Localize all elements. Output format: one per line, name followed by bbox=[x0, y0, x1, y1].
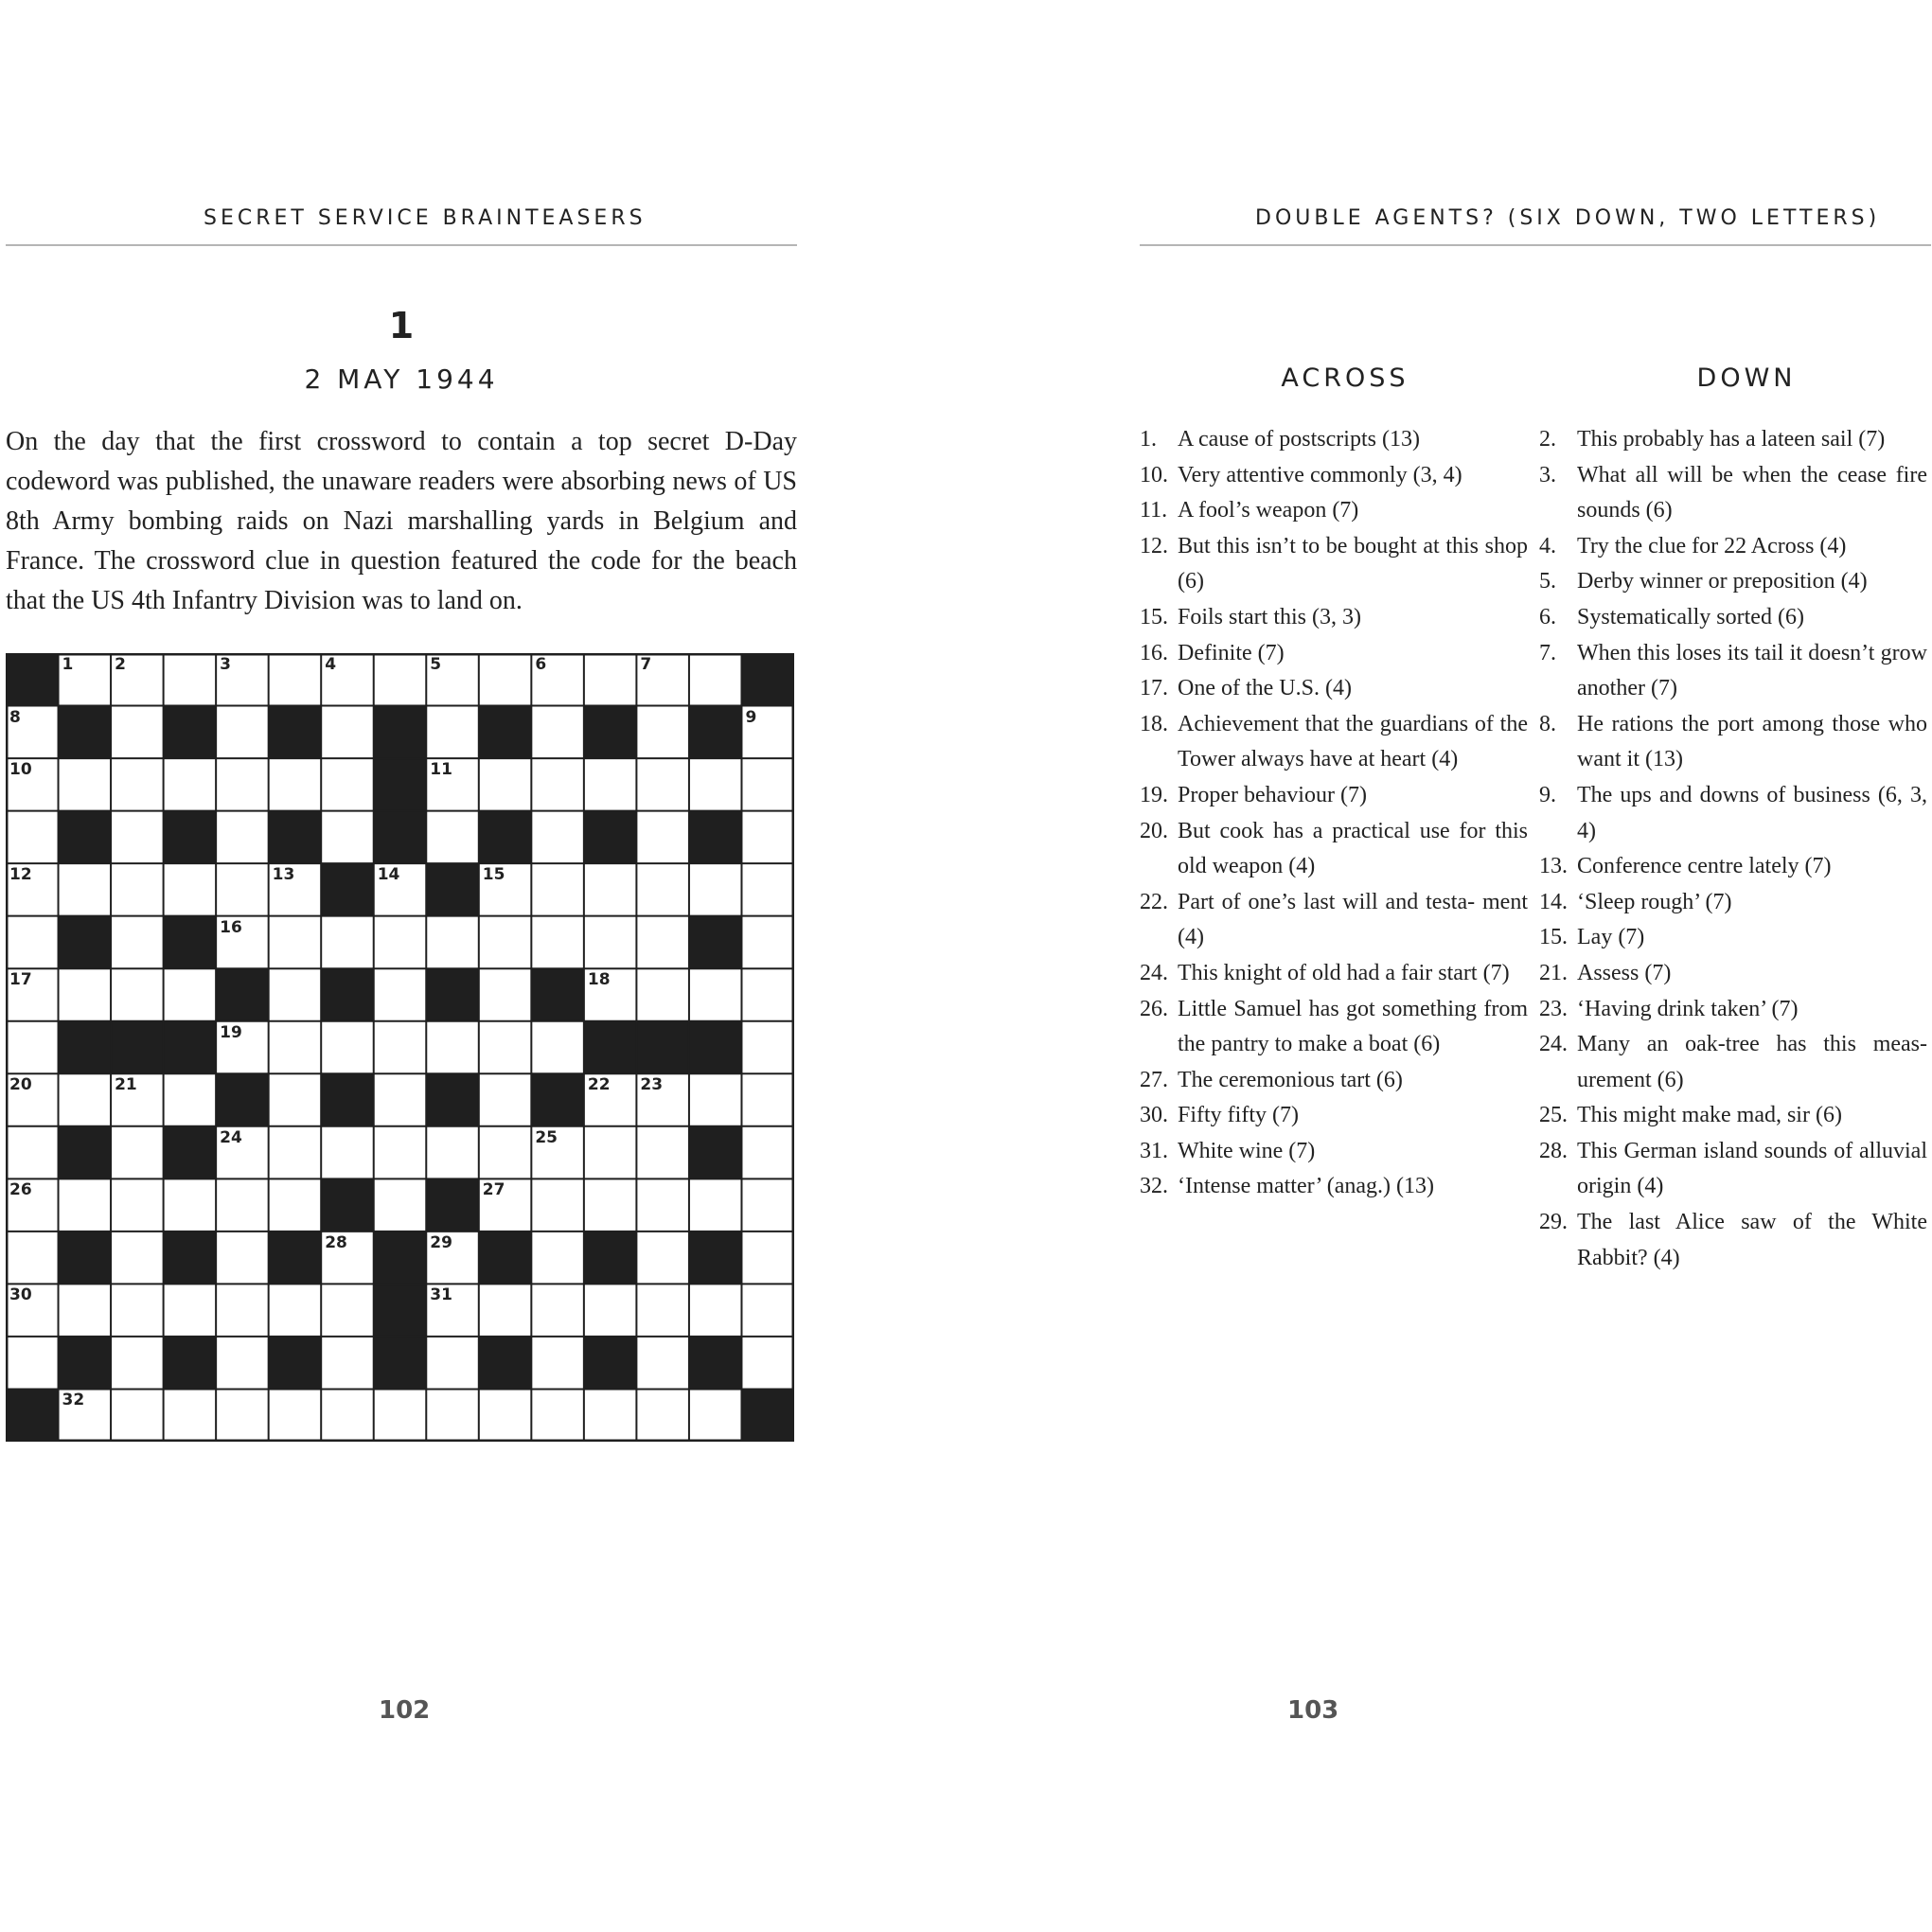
clue-number: 31 bbox=[430, 1285, 452, 1305]
clue-number-label: 5. bbox=[1539, 569, 1556, 594]
down-clue bbox=[1539, 1205, 1927, 1276]
across-clue bbox=[1140, 814, 1528, 885]
clue-number: 14 bbox=[377, 865, 400, 885]
across-clue bbox=[1140, 600, 1528, 636]
clue-text: Many an oak-tree has this meas- urement (6) bbox=[1577, 1032, 1927, 1092]
clue-number: 19 bbox=[220, 1022, 242, 1042]
across-clue bbox=[1140, 1134, 1528, 1170]
across-clue bbox=[1140, 956, 1528, 992]
clue-text: Lay (7) bbox=[1577, 925, 1645, 950]
across-clue bbox=[1140, 529, 1528, 600]
across-clue bbox=[1140, 778, 1528, 814]
across-clue bbox=[1140, 1063, 1528, 1099]
clue-number-label: 28. bbox=[1539, 1138, 1568, 1163]
down-clue bbox=[1539, 529, 1927, 565]
clue-number: 10 bbox=[9, 760, 32, 780]
across-clue bbox=[1140, 885, 1528, 956]
clue-number: 6 bbox=[535, 655, 547, 674]
clue-number-label: 22. bbox=[1140, 889, 1168, 914]
clue-text: He rations the port among those who want it (13) bbox=[1577, 711, 1927, 772]
crossword-grid bbox=[6, 653, 794, 1442]
clue-number: 1 bbox=[62, 655, 74, 674]
down-clue bbox=[1539, 600, 1927, 636]
clue-number-label: 12. bbox=[1140, 533, 1168, 558]
clue-number-label: 7. bbox=[1539, 640, 1556, 665]
clue-number: 18 bbox=[587, 970, 611, 990]
clue-number: 32 bbox=[62, 1391, 85, 1410]
clue-number-label: 3. bbox=[1539, 462, 1556, 487]
clue-number: 16 bbox=[220, 917, 242, 937]
clue-number: 24 bbox=[220, 1127, 242, 1147]
clue-number-label: 8. bbox=[1539, 711, 1556, 736]
clue-number-label: 23. bbox=[1539, 996, 1568, 1021]
clue-text: But this isn’t to be bought at this shop (6) bbox=[1178, 533, 1528, 594]
clue-text: Achievement that the guardians of the Tower always have at heart (4) bbox=[1178, 711, 1528, 772]
clue-text: Systematically sorted (6) bbox=[1577, 604, 1804, 629]
clue-number-label: 11. bbox=[1140, 498, 1168, 523]
clue-number: 3 bbox=[220, 655, 231, 674]
page-number-right: 103 bbox=[1287, 1696, 1339, 1725]
down-clue bbox=[1539, 1027, 1927, 1098]
clue-number: 25 bbox=[535, 1127, 558, 1147]
clue-number: 27 bbox=[482, 1180, 505, 1200]
clue-number: 23 bbox=[640, 1075, 664, 1095]
down-clue bbox=[1539, 778, 1927, 849]
header-rule-right bbox=[1140, 244, 1931, 246]
clue-text: White wine (7) bbox=[1178, 1138, 1316, 1163]
across-clue bbox=[1140, 707, 1528, 778]
clue-text: ‘Having drink taken’ (7) bbox=[1577, 996, 1799, 1021]
clue-text: ‘Intense matter’ (anag.) (13) bbox=[1178, 1174, 1434, 1199]
clue-number-label: 32. bbox=[1140, 1174, 1168, 1199]
down-clue bbox=[1539, 707, 1927, 778]
clue-number-label: 30. bbox=[1140, 1103, 1168, 1128]
clue-number-label: 4. bbox=[1539, 533, 1556, 558]
header-rule-left bbox=[6, 244, 797, 246]
clue-text: This probably has a lateen sail (7) bbox=[1577, 427, 1886, 452]
clue-number: 22 bbox=[587, 1075, 611, 1095]
clue-number-label: 29. bbox=[1539, 1210, 1568, 1235]
across-clue bbox=[1140, 671, 1528, 707]
clue-text: Definite (7) bbox=[1178, 640, 1285, 665]
down-clue bbox=[1539, 920, 1927, 956]
clue-text: The last Alice saw of the White Rabbit? (4) bbox=[1577, 1210, 1927, 1270]
clue-text: ‘Sleep rough’ (7) bbox=[1577, 889, 1732, 914]
clue-text: This knight of old had a fair start (7) bbox=[1178, 960, 1510, 985]
clue-number: 5 bbox=[430, 655, 442, 674]
intro-paragraph: On the day that the first crossword to contain a top secret D-Day codeword was published, the unaware readers were absorbing news of US 8th Army bombing raids on Nazi marshalling yards in Belgium and France. The crossword clue in question featured the code for the beach that the US 4th Infantry Division was to land on. bbox=[6, 427, 797, 615]
clue-text: A fool’s weapon (7) bbox=[1178, 498, 1359, 523]
clue-number-label: 9. bbox=[1539, 782, 1556, 807]
clue-text: Assess (7) bbox=[1577, 960, 1672, 985]
across-heading: ACROSS bbox=[1281, 363, 1409, 393]
clue-text: Derby winner or preposition (4) bbox=[1577, 569, 1868, 594]
clue-text: Proper behaviour (7) bbox=[1178, 782, 1367, 807]
clue-number: 8 bbox=[9, 707, 21, 727]
clue-number-label: 25. bbox=[1539, 1103, 1568, 1128]
down-clue bbox=[1539, 458, 1927, 529]
clue-number-label: 13. bbox=[1539, 854, 1568, 879]
down-clue bbox=[1539, 636, 1927, 707]
across-clue bbox=[1140, 636, 1528, 672]
down-heading: DOWN bbox=[1696, 363, 1797, 393]
clue-text: The ups and downs of business (6, 3, 4) bbox=[1577, 782, 1927, 843]
clue-text: This German island sounds of alluvial origin (4) bbox=[1577, 1138, 1927, 1199]
clue-number: 2 bbox=[115, 655, 126, 674]
clue-number: 15 bbox=[482, 865, 505, 885]
clue-number-label: 10. bbox=[1140, 462, 1168, 487]
clue-number: 26 bbox=[9, 1180, 32, 1200]
across-clue bbox=[1140, 1169, 1528, 1205]
page-number-left: 102 bbox=[379, 1696, 431, 1725]
across-clue bbox=[1140, 422, 1528, 458]
clue-text: What all will be when the cease fire sounds (6) bbox=[1577, 462, 1927, 523]
clue-number-label: 27. bbox=[1140, 1067, 1168, 1092]
across-clue bbox=[1140, 458, 1528, 494]
clue-text: Fifty fifty (7) bbox=[1178, 1103, 1299, 1128]
clue-number: 30 bbox=[9, 1285, 32, 1305]
across-clue-list bbox=[1140, 422, 1528, 1205]
clue-number: 4 bbox=[325, 655, 337, 674]
clue-text: Very attentive commonly (3, 4) bbox=[1178, 462, 1462, 487]
clue-number-label: 31. bbox=[1140, 1138, 1168, 1163]
clue-number-label: 26. bbox=[1140, 996, 1168, 1021]
down-clue bbox=[1539, 956, 1927, 992]
down-clue bbox=[1539, 1098, 1927, 1134]
clue-number-label: 18. bbox=[1140, 711, 1168, 736]
clue-number: 21 bbox=[115, 1075, 137, 1095]
clue-number: 29 bbox=[430, 1232, 452, 1252]
clue-text: When this loses its tail it doesn’t grow another (7) bbox=[1577, 640, 1927, 701]
clue-number: 17 bbox=[9, 970, 32, 990]
clue-number: 12 bbox=[9, 865, 32, 885]
clue-number-label: 15. bbox=[1140, 604, 1168, 629]
clue-text: A cause of postscripts (13) bbox=[1178, 427, 1420, 452]
running-head-right: DOUBLE AGENTS? (SIX DOWN, TWO LETTERS) bbox=[1255, 206, 1881, 230]
puzzle-date: 2 MAY 1944 bbox=[304, 363, 499, 395]
down-clue-list bbox=[1539, 422, 1927, 1276]
across-clue bbox=[1140, 493, 1528, 529]
grid-lines bbox=[6, 653, 794, 1442]
clue-number: 11 bbox=[430, 760, 452, 780]
puzzle-number: 1 bbox=[388, 305, 415, 346]
down-clue bbox=[1539, 564, 1927, 600]
clue-number-label: 16. bbox=[1140, 640, 1168, 665]
clue-number-label: 24. bbox=[1140, 960, 1168, 985]
clue-number-label: 1. bbox=[1140, 427, 1157, 452]
clue-text: Part of one’s last will and testa- ment (4) bbox=[1178, 889, 1528, 950]
down-clue bbox=[1539, 992, 1927, 1028]
down-clue bbox=[1539, 1134, 1927, 1205]
clue-number: 13 bbox=[272, 865, 295, 885]
clue-number-label: 19. bbox=[1140, 782, 1168, 807]
clue-text: Foils start this (3, 3) bbox=[1178, 604, 1362, 629]
clue-number: 7 bbox=[640, 655, 652, 674]
clue-text: Try the clue for 22 Across (4) bbox=[1577, 533, 1847, 558]
down-clue bbox=[1539, 849, 1927, 885]
clue-text: Conference centre lately (7) bbox=[1577, 854, 1832, 879]
clue-number-label: 6. bbox=[1539, 604, 1556, 629]
clue-number-label: 21. bbox=[1539, 960, 1568, 985]
clue-number-label: 24. bbox=[1539, 1032, 1568, 1057]
clue-number-label: 17. bbox=[1140, 676, 1168, 701]
clue-number-label: 2. bbox=[1539, 427, 1556, 452]
running-head-left: SECRET SERVICE BRAINTEASERS bbox=[204, 206, 647, 230]
clue-number-label: 14. bbox=[1539, 889, 1568, 914]
clue-text: Little Samuel has got something from the pantry to make a boat (6) bbox=[1178, 996, 1528, 1057]
clue-text: This might make mad, sir (6) bbox=[1577, 1103, 1842, 1128]
clue-text: The ceremonious tart (6) bbox=[1178, 1067, 1403, 1092]
clue-number-label: 15. bbox=[1539, 925, 1568, 950]
clue-number-label: 20. bbox=[1140, 818, 1168, 843]
right-page bbox=[966, 0, 1932, 1932]
clue-text: One of the U.S. (4) bbox=[1178, 676, 1352, 701]
down-clue bbox=[1539, 885, 1927, 921]
clue-number: 9 bbox=[745, 707, 757, 727]
down-clue bbox=[1539, 422, 1927, 458]
across-clue bbox=[1140, 992, 1528, 1063]
clue-number: 20 bbox=[9, 1075, 32, 1095]
clue-number: 28 bbox=[325, 1232, 347, 1252]
across-clue bbox=[1140, 1098, 1528, 1134]
clue-text: But cook has a practical use for this old weapon (4) bbox=[1178, 818, 1528, 879]
